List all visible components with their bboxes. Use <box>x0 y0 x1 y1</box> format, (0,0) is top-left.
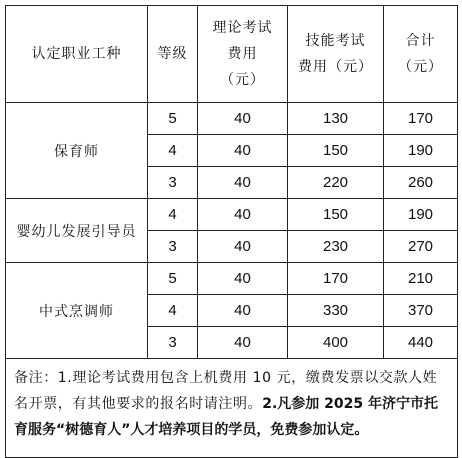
header-occupation: 认定职业工种 <box>6 6 148 103</box>
header-total-line1: 合计 <box>405 33 436 49</box>
total-cell: 170 <box>384 103 458 135</box>
level-cell: 5 <box>148 103 198 135</box>
table-row <box>6 103 458 135</box>
theory-fee-cell: 40 <box>198 135 288 167</box>
occupation-cell: 保育师 <box>6 103 148 199</box>
theory-fee-cell: 40 <box>198 167 288 199</box>
header-theory-fee <box>198 6 288 103</box>
level-cell: 3 <box>148 167 198 199</box>
header-theory-line2: 费用 <box>227 46 258 62</box>
theory-fee-cell: 40 <box>198 295 288 327</box>
total-cell: 270 <box>384 231 458 263</box>
total-cell: 210 <box>384 263 458 295</box>
header-theory-line1: 理论考试 <box>212 20 273 36</box>
total-cell: 370 <box>384 295 458 327</box>
table-row <box>6 199 458 231</box>
header-theory-line3: （元） <box>220 72 265 88</box>
header-row <box>6 6 458 103</box>
total-cell: 440 <box>384 327 458 359</box>
level-cell: 4 <box>148 295 198 327</box>
occupation-cell: 婴幼儿发展引导员 <box>6 199 148 263</box>
theory-fee-cell: 40 <box>198 263 288 295</box>
theory-fee-cell: 40 <box>198 327 288 359</box>
header-total <box>384 6 458 103</box>
skill-fee-cell: 400 <box>288 327 384 359</box>
skill-fee-cell: 220 <box>288 167 384 199</box>
skill-fee-cell: 330 <box>288 295 384 327</box>
theory-fee-cell: 40 <box>198 103 288 135</box>
total-cell: 190 <box>384 199 458 231</box>
level-cell: 5 <box>148 263 198 295</box>
note-row <box>6 359 458 458</box>
header-skill-fee <box>288 6 384 103</box>
theory-fee-cell: 40 <box>198 231 288 263</box>
total-cell: 260 <box>384 167 458 199</box>
header-skill-line2: 费用（元） <box>298 59 373 75</box>
note-cell <box>6 359 458 458</box>
skill-fee-cell: 230 <box>288 231 384 263</box>
level-cell: 3 <box>148 231 198 263</box>
occupation-cell: 中式烹调师 <box>6 263 148 359</box>
level-cell: 4 <box>148 135 198 167</box>
skill-fee-cell: 170 <box>288 263 384 295</box>
header-total-line2: （元） <box>398 59 443 75</box>
skill-fee-cell: 130 <box>288 103 384 135</box>
skill-fee-cell: 150 <box>288 135 384 167</box>
fee-table <box>5 5 458 458</box>
total-cell: 190 <box>384 135 458 167</box>
note-part2-bold: 2.凡参加 2025 年济宁市托育服务“树德育人”人才培养项目的学员，免费参加认定。 <box>14 396 438 438</box>
skill-fee-cell: 150 <box>288 199 384 231</box>
header-level: 等级 <box>148 6 198 103</box>
level-cell: 4 <box>148 199 198 231</box>
level-cell: 3 <box>148 327 198 359</box>
table-row <box>6 263 458 295</box>
theory-fee-cell: 40 <box>198 199 288 231</box>
header-skill-line1: 技能考试 <box>305 33 366 49</box>
note-part1: 备注：1.理论考试费用包含上机费用 10 元，缴费发票以交款人姓名开票，有其他要求的报名时请注明。 <box>14 370 438 412</box>
